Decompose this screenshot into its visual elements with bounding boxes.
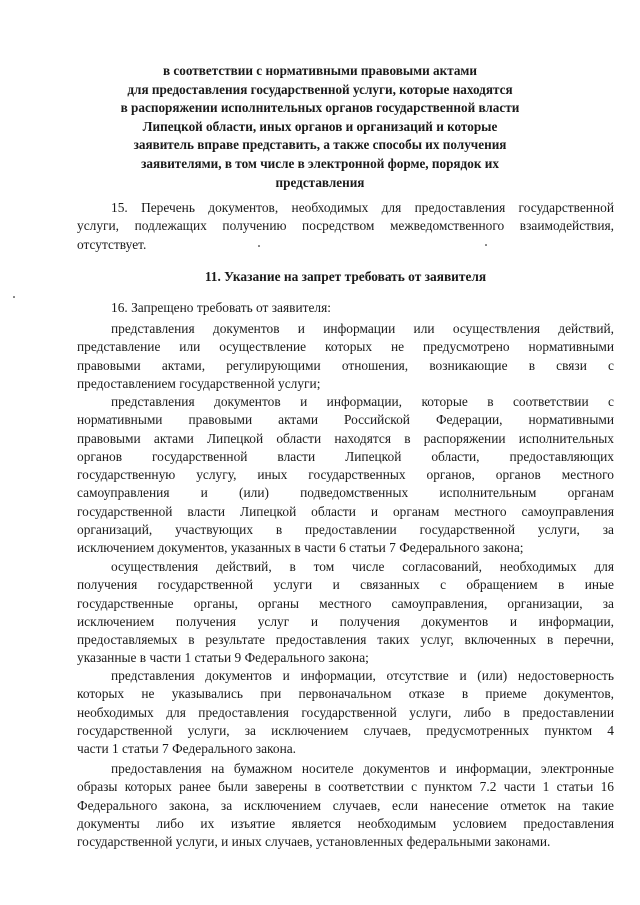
paragraph-line: правовыми актами Липецкой области находятся в распоряжении исполнительных <box>77 430 614 446</box>
paragraph-line: государственной услуги, и иных случаев, установленных федеральными законами. <box>77 834 551 850</box>
paragraph-line: самоуправления и (или) подведомственных исполнительным органам <box>77 485 614 501</box>
paragraph-line: представления документов и информации, отсутствие и (или) недостоверность <box>111 668 614 683</box>
paragraph-line: Федерального закона, за исключением случаев, если нанесение отметок на такие <box>77 797 614 813</box>
paragraph-line: нормативными правовыми актами Российской Федерации, нормативными <box>77 412 614 428</box>
heading-line: в распоряжении исполнительных органов государственной власти <box>120 100 520 116</box>
paragraph-line: представление или осуществление которых не предусмотрено нормативными <box>77 339 614 355</box>
paragraph-16-item-3 <box>77 558 614 668</box>
paragraph-16-item-1 <box>77 320 614 393</box>
paragraph-line: организаций, участвующих в предоставлении государственной услуги, за <box>77 522 614 538</box>
paragraph-line: предоставлением государственной услуги; <box>77 375 321 391</box>
paragraph-line: документы либо их изъятие является необходимым условием предоставления <box>77 815 614 831</box>
paragraph-line: 16. Запрещено требовать от заявителя: <box>111 300 331 315</box>
paragraph-line: представления документов и информации или осуществления действий, <box>111 321 614 336</box>
paragraph-line: государственную услугу, иных государственных органов, органов местного <box>77 467 614 483</box>
paragraph-line: предоставления на бумажном носителе документов и информации, электронные <box>111 761 614 776</box>
paragraph-line: исключением получения услуг и получения документов и информации, <box>77 613 614 629</box>
paragraph-line: государственной услуги, за исключением случаев, предусмотренных пунктом 4 <box>77 722 614 738</box>
paragraph-16-intro <box>77 299 614 317</box>
heading-line: Липецкой области, иных органов и организаций и которые <box>142 118 498 134</box>
paragraph-line: указанные в части 1 статьи 9 Федерального закона; <box>77 650 369 666</box>
heading-line: представления <box>275 174 365 190</box>
paragraph-line: получения государственной услуги и связанных с обращением в иные <box>77 577 614 593</box>
paragraph-line: предоставляемых в результате предоставления таких услуг, включенных в перечни, <box>77 632 614 648</box>
section-heading <box>100 62 540 192</box>
paragraph-16-item-2 <box>77 393 614 558</box>
heading-line: заявитель вправе представить, а также способы их получения <box>133 137 507 153</box>
paragraph-line: отсутствует. <box>77 236 147 252</box>
paragraph-line: 15. Перечень документов, необходимых для предоставления государственной <box>111 200 614 215</box>
paragraph-line: услуги, подлежащих получению посредством межведомственного взаимодействия, <box>77 218 614 234</box>
paragraph-line: осуществления действий, в том числе согласований, необходимых для <box>111 559 614 574</box>
paragraph-line: образы которых ранее были заверены в соответствии с пунктом 7.2 части 1 статьи 16 <box>77 779 614 795</box>
paragraph-line: представления документов и информации, которые в соответствии с <box>111 394 614 409</box>
paragraph-line: государственные органы, органы местного самоуправления, организации, за <box>77 595 614 611</box>
scan-speck <box>13 296 15 298</box>
paragraph-16-item-5 <box>77 760 614 851</box>
paragraph-16-item-4 <box>77 667 614 758</box>
heading-line: в соответствии с нормативными правовыми актами <box>162 63 478 78</box>
paragraph-line: части 1 статьи 7 Федерального закона. <box>77 741 297 757</box>
paragraph-line: исключением документов, указанных в части 6 статьи 7 Федерального закона; <box>77 540 524 556</box>
paragraph-15 <box>77 199 614 254</box>
scan-speck <box>485 244 487 246</box>
section-title: 11. Указание на запрет требовать от заявителя <box>204 269 487 284</box>
paragraph-line: необходимых для предоставления государственной услуги, либо в предоставлении <box>77 704 614 720</box>
scan-speck <box>258 245 260 247</box>
paragraph-line: органов государственной власти Липецкой области, предоставляющих <box>77 448 614 464</box>
paragraph-line: государственной власти Липецкой области и органам местного самоуправления <box>77 503 614 519</box>
heading-line: заявителями, в том числе в электронной форме, порядок их <box>141 155 499 171</box>
paragraph-line: которых не указывались при первоначальном отказе в приеме документов, <box>77 686 614 702</box>
paragraph-line: правовыми актами, регулирующими отношения, возникающие в связи с <box>77 357 614 373</box>
heading-line: для предоставления государственной услуги, которые находятся <box>127 81 513 97</box>
